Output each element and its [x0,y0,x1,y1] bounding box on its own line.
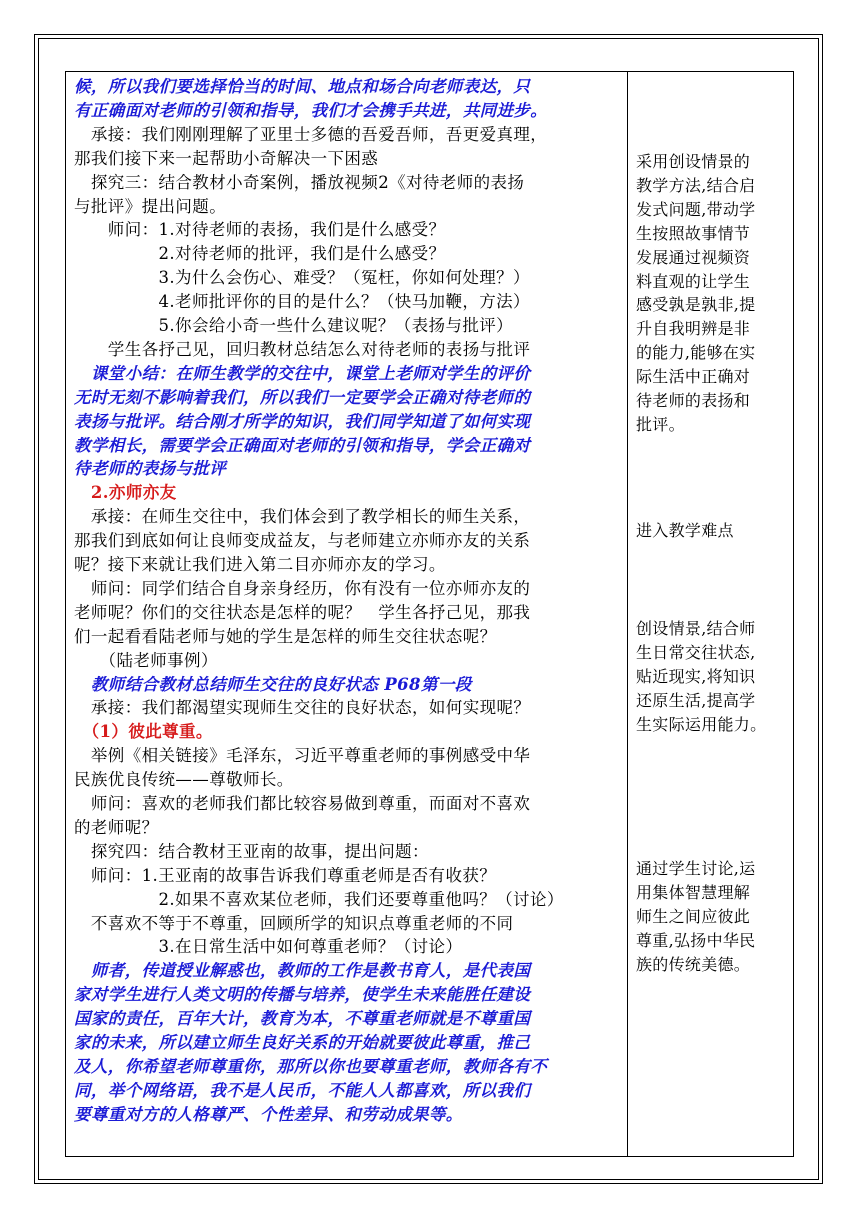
text-line: 学生各抒己见，回归教材总结怎么对待老师的表扬与批评 [74,339,531,359]
text-line: 举例《相关链接》毛泽东，习近平尊重老师的事例感受中华 [74,746,531,766]
text-line: 家的未来，所以建立师生良好关系的开始就要彼此尊重，推己 [74,1033,531,1052]
text-line: （1）彼此尊重。 [74,722,213,742]
text-line: 待老师的表扬与批评 [74,459,227,479]
text-line: 家对学生进行人类文明的传播与培养，使学生未来能胜任建设 [74,985,531,1005]
text-line: 的老师呢？ [74,817,159,837]
text-line: 民族优良传统——尊敬师长。 [74,770,294,790]
side-note-line: 贴近现实,将知识 [636,666,756,686]
side-note-line: 通过学生讨论,运 [636,859,756,878]
text-line: 表扬与批评。结合刚才所学的知识，我们同学知道了如何实现 [74,411,531,431]
text-line: 候，所以我们要选择恰当的时间、地点和场合向老师表达，只 [74,77,531,96]
text-line: 不喜欢不等于不尊重，回顾所学的知识点尊重老师的不同 [74,913,514,933]
text-line: 国家的责任，百年大计，教育为本，不尊重老师就是不尊重国 [74,1009,531,1029]
text-line: 与批评》提出问题。 [74,196,227,216]
side-note-line: 进入教学难点 [636,521,734,540]
text-line: 承接：在师生交往中，我们体会到了教学相长的师生关系， [74,507,531,527]
text-line: 师问：同学们结合自身亲身经历，你有没有一位亦师亦友的 [74,578,531,598]
text-line: 2.亦师亦友 [74,483,177,503]
side-note-line: 批评。 [636,414,685,434]
text-line: 那我们接下来一起帮助小奇解决一下困惑 [74,148,379,168]
text-line: 探究四：结合教材王亚南的故事，提出问题： [74,841,429,861]
side-note-line: 生日常交往状态, [636,642,756,662]
side-note-line: 族的传统美德。 [636,954,751,974]
side-note-line: 生按照故事情节 [636,223,751,243]
text-line: 有正确面对老师的引领和指导，我们才会携手共进，共同进步。 [74,100,548,120]
text-line: 3.在日常生活中如何尊重老师？（讨论） [74,937,463,957]
side-note-line: 还原生活,提高学 [636,690,756,710]
text-line: 师问：喜欢的老师我们都比较容易做到尊重，而面对不喜欢 [74,794,531,813]
text-line: 要尊重对方的人格尊严、个性差异、和劳动成果等。 [74,1104,463,1124]
side-note-line: 发式问题,带动学 [636,199,756,219]
side-note-line: 的能力,能够在实 [636,343,756,363]
text-line: 3.为什么会伤心、难受？（冤枉，你如何处理？） [74,268,530,288]
text-line: 5.你会给小奇一些什么建议呢？（表扬与批评） [74,316,514,335]
side-note-line: 采用创设情景的 [636,152,751,171]
text-line: 老师呢？你们的交往状态是怎样的呢？ 学生各抒己见，那我 [74,602,531,622]
text-line: 师问：1.王亚南的故事告诉我们尊重老师是否有收获？ [74,865,497,885]
side-note-line: 待老师的表扬和 [636,391,751,410]
side-note-line: 感受孰是孰非,提 [636,295,756,315]
side-note-line: 师生之间应彼此 [636,906,751,926]
text-line: 课堂小结：在师生教学的交往中，课堂上老师对学生的评价 [74,363,531,383]
side-note-line: 创设情景,结合师 [636,619,756,638]
side-note-line: 生实际运用能力。 [636,714,767,734]
text-line: 4.老师批评你的目的是什么？（快马加鞭，方法） [74,292,530,312]
text-line: 探究三：结合教材小奇案例，播放视频2《对待老师的表扬 [74,172,525,192]
text-line: 承接：我们刚刚理解了亚里士多德的吾爱吾师，吾更爱真理， [74,124,548,144]
side-note-line: 尊重,弘扬中华民 [636,930,756,950]
text-line: 师者，传道授业解惑也，教师的工作是教书育人，是代表国 [74,961,531,981]
side-note-line: 发展通过视频资 [636,247,751,267]
side-note-line: 教学方法,结合启 [636,175,756,195]
text-line: 无时无刻不影响着我们，所以我们一定要学会正确对待老师的 [74,387,531,407]
text-line: 们一起看看陆老师与她的学生是怎样的师生交往状态呢？ [74,626,497,646]
side-note-line: 料直观的让学生 [636,271,751,291]
side-note-line: 用集体智慧理解 [636,882,751,902]
side-note-line: 际生活中正确对 [636,367,751,387]
text-line: 呢？接下来就让我们进入第二目亦师亦友的学习。 [74,555,446,574]
text-line: 师问：1.对待老师的表扬，我们是什么感受？ [74,220,446,240]
text-line: 同，举个网络语，我不是人民币，不能人人都喜欢，所以我们 [74,1080,531,1100]
text-line: 教学相长，需要学会正确面对老师的引领和指导，学会正确对 [74,435,531,455]
text-line: 及人，你希望老师尊重你，那所以你也要尊重老师，教师各有不 [74,1056,548,1076]
text-line: 教师结合教材总结师生交往的良好状态 P68第一段 [74,674,472,694]
text-line: 那我们到底如何让良师变成益友，与老师建立亦师亦友的关系 [74,531,531,551]
text-line: 2.如果不喜欢某位老师，我们还要尊重他吗？（讨论） [74,889,564,909]
text-line: （陆老师事例） [74,650,218,670]
text-line: 承接：我们都渴望实现师生交往的良好状态，如何实现呢？ [74,698,531,718]
text-line: 2.对待老师的批评，我们是什么感受？ [74,244,446,264]
side-note-line: 升自我明辨是非 [636,319,751,339]
column-divider [627,71,628,1157]
